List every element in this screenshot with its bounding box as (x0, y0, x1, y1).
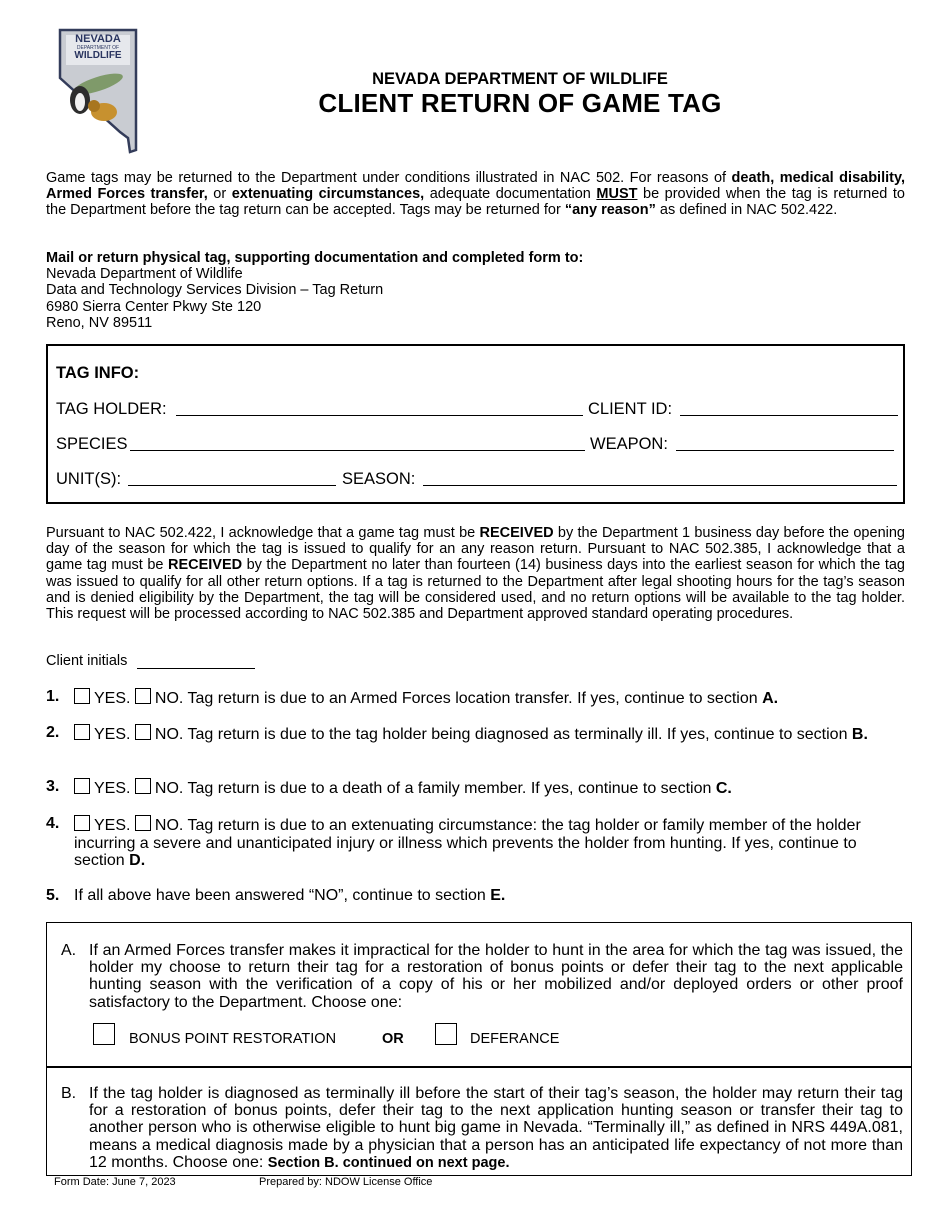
tag-info-box (46, 344, 905, 504)
section-b-letter: B. (61, 1085, 77, 1102)
client-id-field[interactable] (680, 401, 898, 416)
form-title: CLIENT RETURN OF GAME TAG (318, 88, 722, 118)
address-line: Reno, NV 89511 (46, 314, 153, 331)
logo-text-department: DEPARTMENT OF (76, 45, 120, 51)
tag-holder-field[interactable] (176, 401, 583, 416)
section-a-text: If an Armed Forces transfer makes it impractical for the holder to hunt in the area for which the tag was issued, the holder my choose to return their tag for a restoration of bonus points or defer their tag to the next applicable hunting season with the verification of a copy of his or her mobilized and/or deployed orders or other proof satisfactory to the Department. Choose one: (89, 942, 903, 1011)
no-checkbox[interactable] (135, 724, 151, 740)
species-field[interactable] (130, 436, 585, 451)
section-a-letter: A. (61, 942, 77, 959)
species-label: SPECIES (56, 435, 128, 453)
question-3: YES. NO. Tag return is due to a death of a family member. If yes, continue to section C. (74, 778, 904, 798)
tag-holder-label: TAG HOLDER: (56, 400, 167, 418)
logo-text-nevada: NEVADA (75, 33, 121, 45)
or-label: OR (382, 1031, 404, 1047)
acknowledgment-paragraph: Pursuant to NAC 502.422, I acknowledge that a game tag must be RECEIVED by the Department 1 business day before the opening day of the season for which the tag is issued to qualify for an any reason return. Pursuant to NAC 502.385, I acknowledge that a game tag must be RECEIVED by the Department no later than fourteen (14) business days into the earliest season for which the tag was issued to qualify for all other return options. If a tag is returned to the Department after legal shooting hours for the tag’s season and is denied eligibility by the Department, the tag will be considered used, and no return options will be available to the tag holder. This request will be processed according to NAC 502.385 and Department approved standard operating procedures. (46, 525, 905, 623)
client-initials-field[interactable] (137, 654, 255, 669)
tag-info-title: TAG INFO: (56, 364, 140, 382)
department-name: NEVADA DEPARTMENT OF WILDLIFE (372, 70, 668, 88)
deferance-label: DEFERANCE (470, 1031, 560, 1047)
bonus-point-restoration-checkbox[interactable] (93, 1023, 115, 1045)
address-line: 6980 Sierra Center Pkwy Ste 120 (46, 298, 262, 315)
units-label: UNIT(S): (56, 470, 122, 488)
weapon-label: WEAPON: (590, 435, 668, 453)
yes-checkbox[interactable] (74, 815, 90, 831)
section-b-text: If the tag holder is diagnosed as terminally ill before the start of their tag’s season, the holder may return their tag for a restoration of bonus points, defer their tag to the next application hunting season or transfer their tag to another person who is otherwise eligible to hunt big game in Nevada. “Terminally ill,” as defined in NRS 449A.081, means a medical diagnosis made by a physician that a person has an anticipated life expectancy of not more than 12 months. Choose one: Section B. continued on next page. (89, 1085, 903, 1171)
no-checkbox[interactable] (135, 815, 151, 831)
season-label: SEASON: (342, 470, 416, 488)
question-4: YES. NO. Tag return is due to an extenuating circumstance: the tag holder or family member of the holder incurring a severe and unanticipated injury or illness which prevents the holder from hunting. If yes, continue to section D. (74, 817, 861, 869)
weapon-field[interactable] (676, 436, 894, 451)
question-1: YES. NO. Tag return is due to an Armed Forces location transfer. If yes, continue to section A. (74, 688, 904, 708)
question-number: 3. (46, 778, 60, 795)
units-field[interactable] (128, 471, 336, 486)
question-number: 4. (46, 815, 60, 832)
mail-heading: Mail or return physical tag, supporting documentation and completed form to: (46, 250, 584, 266)
deferance-checkbox[interactable] (435, 1023, 457, 1045)
mailing-address-block (46, 250, 583, 331)
season-field[interactable] (423, 471, 897, 486)
prepared-by: Prepared by: NDOW License Office (259, 1176, 433, 1188)
no-checkbox[interactable] (135, 778, 151, 794)
intro-paragraph: Game tags may be returned to the Department under conditions illustrated in NAC 502. For reasons of death, medical disability, Armed Forces transfer, or extenuating circumstances, adequate documentation MUST be provided when the tag is returned to the Department before the tag return can be accepted. Tags may be returned for “any reason” as defined in NAC 502.422. (46, 170, 905, 219)
address-line: Data and Technology Services Division – Tag Return (46, 282, 384, 299)
logo-text-wildlife: WILDLIFE (74, 50, 122, 61)
bonus-point-restoration-label: BONUS POINT RESTORATION (129, 1031, 337, 1047)
question-number: 2. (46, 724, 60, 741)
address-line: Nevada Department of Wildlife (46, 266, 243, 283)
question-5: If all above have been answered “NO”, continue to section E. (74, 887, 506, 904)
section-b-box (46, 1066, 912, 1176)
section-a-box (46, 922, 912, 1068)
yes-checkbox[interactable] (74, 724, 90, 740)
question-number: 5. (46, 887, 60, 904)
question-number: 1. (46, 688, 60, 705)
client-id-label: CLIENT ID: (588, 400, 673, 418)
no-checkbox[interactable] (135, 688, 151, 704)
client-initials-label: Client initials (46, 653, 128, 669)
form-date: Form Date: June 7, 2023 (54, 1176, 176, 1188)
yes-checkbox[interactable] (74, 688, 90, 704)
question-2: YES. NO. Tag return is due to the tag holder being diagnosed as terminally ill. If yes, continue to section B. (74, 724, 904, 744)
yes-checkbox[interactable] (74, 778, 90, 794)
